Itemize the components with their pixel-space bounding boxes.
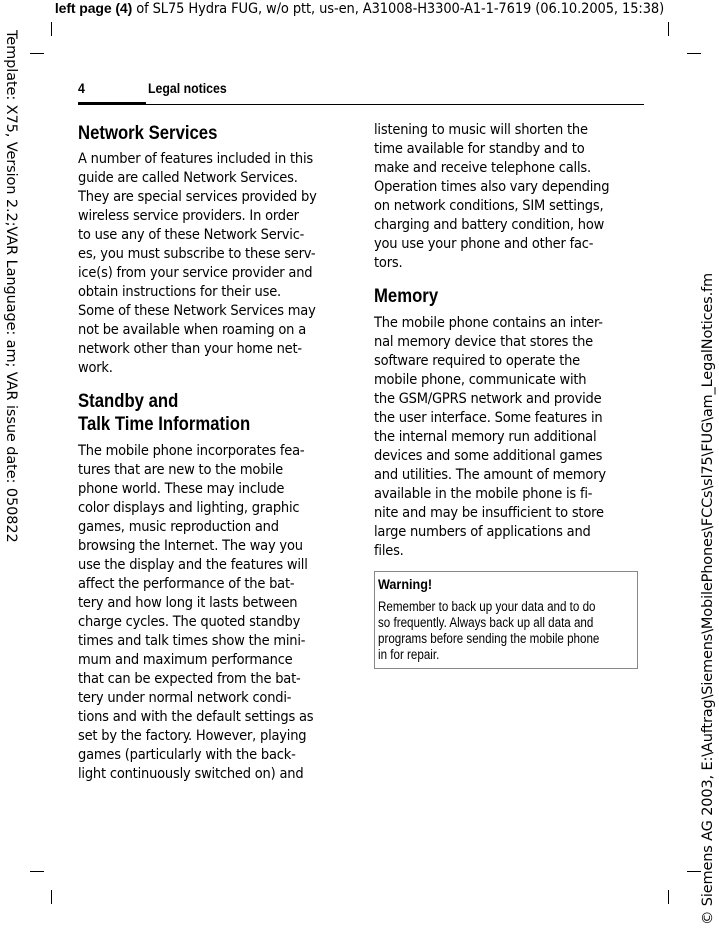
text-line: es, you must subscribe to these serv- [78, 246, 316, 262]
text-line: obtain instructions for their use. [78, 284, 281, 300]
standby-paragraph [78, 442, 348, 784]
text-line: wireless service providers. In order [78, 208, 299, 224]
text-line: programs before sending the mobile phone [378, 631, 600, 646]
section-heading-memory: Memory [374, 286, 439, 307]
text-line: the GSM/GPRS network and provide [374, 391, 602, 407]
text-line: network other than your home net- [78, 341, 302, 357]
text-line: The mobile phone incorporates fea- [78, 443, 305, 459]
page-reference: left page (4) [54, 0, 133, 16]
text-line: tors. [374, 255, 403, 271]
text-line: games (particularly with the back- [78, 747, 296, 763]
text-line: guide are called Network Services. [78, 170, 298, 186]
text-line: Operation times also vary depending [374, 179, 610, 195]
text-line: They are special services provided by [78, 189, 317, 205]
crop-mark [668, 890, 669, 904]
heading-line: Talk Time Information [78, 414, 251, 435]
text-line: mobile phone, communicate with [374, 372, 587, 388]
text-line: light continuously switched on) and [78, 766, 304, 782]
crop-mark [687, 871, 701, 872]
text-line: browsing the Internet. The way you [78, 538, 303, 554]
heading-line: Standby and [78, 391, 179, 412]
text-line: ice(s) from your service provider and [78, 265, 313, 281]
text-line: available in the mobile phone is fi- [374, 486, 593, 502]
copyright-text: © Siemens AG 2003, E:\Auftrag\Siemens\MobilePhones\FCCs\sl75\FUG\am_LegalNotices.fm [700, 273, 716, 925]
text-line: you use your phone and other fac- [374, 236, 594, 252]
section-heading-network-services: Network Services [78, 123, 218, 144]
text-line: times and talk times show the mini- [78, 633, 306, 649]
template-info-margin [3, 30, 19, 890]
text-line: to use any of these Network Servic- [78, 227, 305, 243]
crop-mark [687, 53, 701, 54]
text-line: set by the factory. However, playing [78, 728, 307, 744]
crop-mark [51, 22, 52, 36]
text-line: tery and how long it lasts between [78, 595, 298, 611]
warning-box [374, 571, 638, 669]
right-column [374, 121, 644, 669]
text-line: software required to operate the [374, 353, 581, 369]
header-rule-thick [78, 102, 146, 105]
text-line: affect the performance of the bat- [78, 576, 295, 592]
text-line: nite and may be insufficient to store [374, 505, 604, 521]
warning-text [378, 599, 636, 663]
template-info-text: Template: X75, Version 2.2;VAR Language: am; VAR issue date: 050822 [3, 30, 19, 543]
text-line: use the display and the features will [78, 557, 308, 573]
text-line: charge cycles. The quoted standby [78, 614, 301, 630]
network-services-paragraph [78, 150, 348, 378]
warning-title: Warning! [378, 576, 433, 592]
text-line: and utilities. The amount of memory [374, 467, 606, 483]
header-rule [146, 104, 644, 105]
crop-mark [30, 871, 44, 872]
section-heading-standby [78, 390, 316, 436]
memory-paragraph [374, 314, 644, 561]
text-line: charging and battery condition, how [374, 217, 605, 233]
text-line: work. [78, 360, 113, 376]
text-line: devices and some additional games [374, 448, 603, 464]
text-line: the user interface. Some features in [374, 410, 603, 426]
text-line: on network conditions, SIM settings, [374, 198, 604, 214]
text-line: so frequently. Always back up all data and [378, 615, 594, 630]
text-line: the internal memory run additional [374, 429, 597, 445]
crop-mark [668, 22, 669, 36]
text-line: Some of these Network Services may [78, 303, 316, 319]
text-line: large numbers of applications and [374, 524, 591, 540]
page-number: 4 [78, 80, 85, 96]
text-line: A number of features included in this [78, 151, 313, 167]
text-line: color displays and lighting, graphic [78, 500, 300, 516]
text-line: time available for standby and to [374, 141, 585, 157]
text-line: files. [374, 543, 404, 559]
text-line: not be available when roaming on a [78, 322, 306, 338]
text-line: tery under normal network condi- [78, 690, 292, 706]
standby-paragraph-continued [374, 121, 644, 273]
text-line: games, music reproduction and [78, 519, 279, 535]
text-line: nal memory device that stores the [374, 334, 594, 350]
crop-mark [30, 53, 44, 54]
text-line: that can be expected from the bat- [78, 671, 301, 687]
copyright-margin [700, 265, 716, 925]
text-line: tures that are new to the mobile [78, 462, 283, 478]
left-column [78, 121, 348, 784]
text-line: Remember to back up your data and to do [378, 599, 596, 614]
document-info-line [0, 0, 719, 17]
text-line: make and receive telephone calls. [374, 160, 591, 176]
text-line: listening to music will shorten the [374, 122, 588, 138]
text-line: phone world. These may include [78, 481, 285, 497]
text-line: mum and maximum performance [78, 652, 293, 668]
text-line: The mobile phone contains an inter- [374, 315, 603, 331]
text-line: tions and with the default settings as [78, 709, 314, 725]
document-info: of SL75 Hydra FUG, w/o ptt, us-en, A31008-H3300-A1-1-7619 (06.10.2005, 15:38) [132, 1, 665, 17]
header-title: Legal notices [148, 80, 227, 96]
page-header [78, 78, 644, 106]
crop-mark [51, 890, 52, 904]
text-line: in for repair. [378, 647, 440, 662]
